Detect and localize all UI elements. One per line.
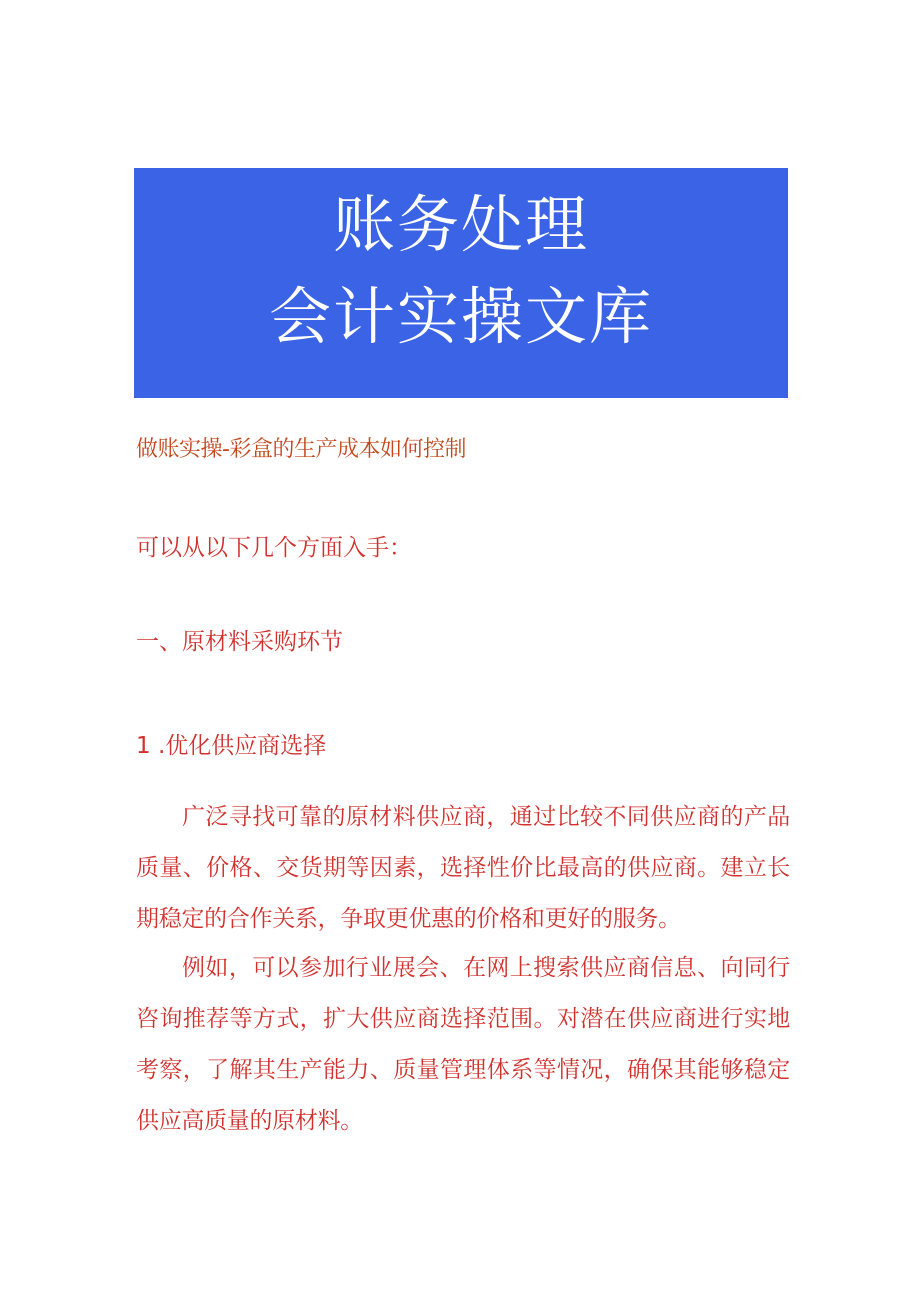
header-banner [134, 168, 788, 398]
section-heading-1: 一、原材料采购环节 [136, 629, 343, 655]
subsection-heading-1: 1 .优化供应商选择 [136, 733, 327, 759]
intro-text: 可以从以下几个方面入手： [136, 535, 412, 561]
paragraph-1: 广泛寻找可靠的原材料供应商，通过比较不同供应商的产品质量、价格、交货期等因素，选择性价比最高的供应商。建立长期稳定的合作关系，争取更优惠的价格和更好的服务。 [136, 804, 790, 932]
paragraph-2: 例如，可以参加行业展会、在网上搜索供应商信息、向同行咨询推荐等方式，扩大供应商选择范围。对潜在供应商进行实地考察，了解其生产能力、质量管理体系等情况，确保其能够稳定供应高质量的原材料。 [136, 955, 790, 1134]
banner-title-line2: 会计实操文库 [268, 280, 653, 353]
banner-title-line1: 账务处理 [332, 188, 589, 261]
document-title: 做账实操-彩盒的生产成本如何控制 [136, 437, 466, 462]
